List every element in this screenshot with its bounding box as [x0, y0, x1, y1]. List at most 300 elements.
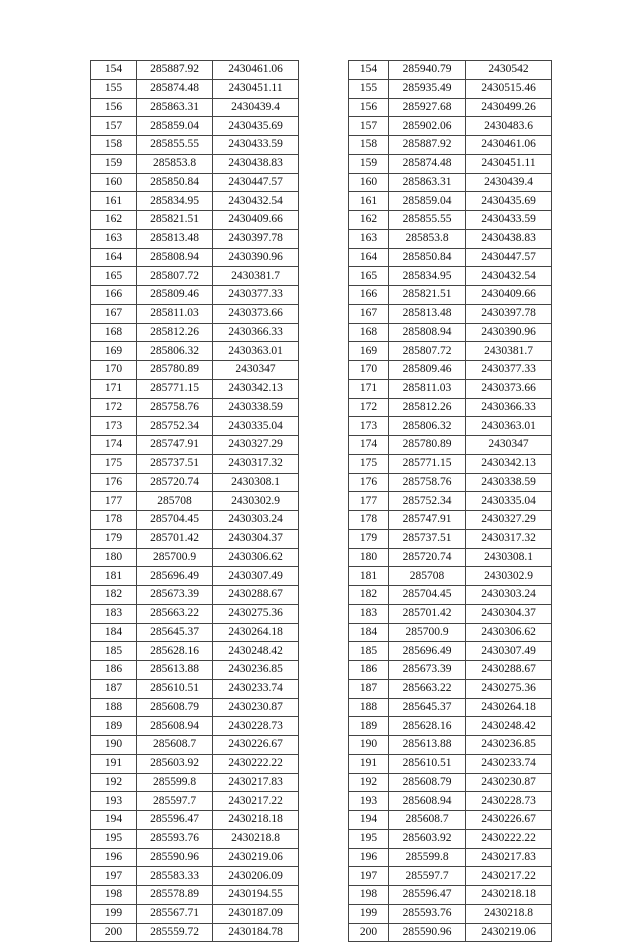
x-coordinate-cell: 285808.94	[137, 248, 213, 267]
y-coordinate-cell: 2430483.6	[466, 117, 552, 136]
y-coordinate-cell: 2430233.74	[466, 754, 552, 773]
table-row	[349, 811, 552, 830]
x-coordinate-cell: 285701.42	[389, 604, 466, 623]
table-row	[349, 492, 552, 511]
point-number-cell: 157	[349, 117, 389, 136]
point-number-cell: 186	[91, 661, 137, 680]
point-number-cell: 183	[91, 604, 137, 623]
x-coordinate-cell: 285874.48	[389, 154, 466, 173]
table-row	[349, 61, 552, 80]
x-coordinate-cell: 285593.76	[389, 904, 466, 923]
point-number-cell: 197	[349, 867, 389, 886]
point-number-cell: 194	[91, 811, 137, 830]
x-coordinate-cell: 285645.37	[137, 623, 213, 642]
table-row	[91, 829, 299, 848]
table-row	[349, 661, 552, 680]
x-coordinate-cell: 285583.33	[137, 867, 213, 886]
table-row	[349, 79, 552, 98]
table-row	[349, 323, 552, 342]
point-number-cell: 185	[349, 642, 389, 661]
x-coordinate-cell: 285590.96	[137, 848, 213, 867]
point-number-cell: 186	[349, 661, 389, 680]
table-row	[91, 98, 299, 117]
point-number-cell: 158	[91, 136, 137, 155]
point-number-cell: 171	[349, 379, 389, 398]
x-coordinate-cell: 285809.46	[389, 361, 466, 380]
y-coordinate-cell: 2430307.49	[466, 642, 552, 661]
x-coordinate-cell: 285758.76	[137, 398, 213, 417]
point-number-cell: 189	[349, 717, 389, 736]
x-coordinate-cell: 285813.48	[389, 304, 466, 323]
y-coordinate-cell: 2430451.11	[213, 79, 299, 98]
x-coordinate-cell: 285610.51	[389, 754, 466, 773]
table-row	[91, 379, 299, 398]
point-number-cell: 155	[349, 79, 389, 98]
x-coordinate-cell: 285597.7	[389, 867, 466, 886]
table-row	[349, 773, 552, 792]
table-row	[349, 586, 552, 605]
x-coordinate-cell: 285752.34	[137, 417, 213, 436]
point-number-cell: 174	[349, 436, 389, 455]
point-number-cell: 179	[91, 529, 137, 548]
y-coordinate-cell: 2430499.26	[466, 98, 552, 117]
x-coordinate-cell: 285559.72	[137, 923, 213, 942]
table-row	[349, 904, 552, 923]
y-coordinate-cell: 2430304.37	[213, 529, 299, 548]
x-coordinate-cell: 285578.89	[137, 886, 213, 905]
y-coordinate-cell: 2430335.04	[213, 417, 299, 436]
x-coordinate-cell: 285608.7	[137, 736, 213, 755]
point-number-cell: 175	[349, 454, 389, 473]
table-row	[91, 848, 299, 867]
x-coordinate-cell: 285704.45	[389, 586, 466, 605]
x-coordinate-cell: 285747.91	[389, 511, 466, 530]
table-row	[349, 229, 552, 248]
table-row	[349, 398, 552, 417]
y-coordinate-cell: 2430439.4	[466, 173, 552, 192]
y-coordinate-cell: 2430248.42	[466, 717, 552, 736]
point-number-cell: 167	[91, 304, 137, 323]
table-row	[349, 211, 552, 230]
x-coordinate-cell: 285834.95	[389, 267, 466, 286]
y-coordinate-cell: 2430451.11	[466, 154, 552, 173]
table-row	[349, 923, 552, 942]
x-coordinate-cell: 285850.84	[389, 248, 466, 267]
x-coordinate-cell: 285807.72	[389, 342, 466, 361]
x-coordinate-cell: 285859.04	[389, 192, 466, 211]
x-coordinate-cell: 285610.51	[137, 679, 213, 698]
y-coordinate-cell: 2430303.24	[466, 586, 552, 605]
table-row	[91, 623, 299, 642]
table-row	[349, 286, 552, 305]
table-row	[91, 604, 299, 623]
point-number-cell: 176	[349, 473, 389, 492]
x-coordinate-cell: 285806.32	[389, 417, 466, 436]
table-row	[349, 529, 552, 548]
point-number-cell: 171	[91, 379, 137, 398]
point-number-cell: 169	[349, 342, 389, 361]
table-row	[349, 192, 552, 211]
table-row	[91, 642, 299, 661]
point-number-cell: 162	[91, 211, 137, 230]
x-coordinate-cell: 285853.8	[137, 154, 213, 173]
point-number-cell: 160	[91, 173, 137, 192]
y-coordinate-cell: 2430335.04	[466, 492, 552, 511]
point-number-cell: 162	[349, 211, 389, 230]
point-number-cell: 177	[91, 492, 137, 511]
x-coordinate-cell: 285608.94	[137, 717, 213, 736]
y-coordinate-cell: 2430447.57	[466, 248, 552, 267]
table-row	[91, 811, 299, 830]
y-coordinate-cell: 2430303.24	[213, 511, 299, 530]
table-row	[349, 679, 552, 698]
x-coordinate-cell: 285608.94	[389, 792, 466, 811]
table-row	[349, 623, 552, 642]
x-coordinate-cell: 285850.84	[137, 173, 213, 192]
point-number-cell: 158	[349, 136, 389, 155]
table-row	[91, 529, 299, 548]
table-row	[349, 473, 552, 492]
table-row	[91, 229, 299, 248]
x-coordinate-cell: 285599.8	[137, 773, 213, 792]
y-coordinate-cell: 2430366.33	[466, 398, 552, 417]
point-number-cell: 164	[91, 248, 137, 267]
point-number-cell: 172	[349, 398, 389, 417]
left-coordinate-table	[90, 60, 299, 942]
point-number-cell: 184	[349, 623, 389, 642]
y-coordinate-cell: 2430338.59	[213, 398, 299, 417]
y-coordinate-cell: 2430433.59	[466, 211, 552, 230]
point-number-cell: 157	[91, 117, 137, 136]
y-coordinate-cell: 2430366.33	[213, 323, 299, 342]
point-number-cell: 180	[349, 548, 389, 567]
y-coordinate-cell: 2430342.13	[213, 379, 299, 398]
y-coordinate-cell: 2430515.46	[466, 79, 552, 98]
y-coordinate-cell: 2430317.32	[213, 454, 299, 473]
table-row	[91, 117, 299, 136]
x-coordinate-cell: 285700.9	[389, 623, 466, 642]
y-coordinate-cell: 2430222.22	[466, 829, 552, 848]
x-coordinate-cell: 285613.88	[137, 661, 213, 680]
point-number-cell: 196	[349, 848, 389, 867]
table-row	[91, 436, 299, 455]
x-coordinate-cell: 285752.34	[389, 492, 466, 511]
point-number-cell: 200	[349, 923, 389, 942]
table-row	[91, 211, 299, 230]
point-number-cell: 161	[349, 192, 389, 211]
x-coordinate-cell: 285811.03	[389, 379, 466, 398]
y-coordinate-cell: 2430264.18	[466, 698, 552, 717]
point-number-cell: 192	[349, 773, 389, 792]
x-coordinate-cell: 285596.47	[389, 886, 466, 905]
x-coordinate-cell: 285720.74	[137, 473, 213, 492]
table-row	[91, 867, 299, 886]
point-number-cell: 168	[349, 323, 389, 342]
table-row	[349, 436, 552, 455]
table-row	[349, 886, 552, 905]
y-coordinate-cell: 2430219.06	[213, 848, 299, 867]
x-coordinate-cell: 285613.88	[389, 736, 466, 755]
y-coordinate-cell: 2430222.22	[213, 754, 299, 773]
x-coordinate-cell: 285874.48	[137, 79, 213, 98]
table-row	[349, 754, 552, 773]
y-coordinate-cell: 2430461.06	[213, 61, 299, 80]
point-number-cell: 199	[349, 904, 389, 923]
point-number-cell: 191	[349, 754, 389, 773]
y-coordinate-cell: 2430217.83	[466, 848, 552, 867]
table-row	[349, 117, 552, 136]
y-coordinate-cell: 2430347	[213, 361, 299, 380]
point-number-cell: 178	[91, 511, 137, 530]
point-number-cell: 156	[91, 98, 137, 117]
x-coordinate-cell: 285663.22	[137, 604, 213, 623]
x-coordinate-cell: 285811.03	[137, 304, 213, 323]
y-coordinate-cell: 2430230.87	[213, 698, 299, 717]
table-row	[349, 698, 552, 717]
point-number-cell: 185	[91, 642, 137, 661]
y-coordinate-cell: 2430306.62	[213, 548, 299, 567]
table-row	[91, 473, 299, 492]
y-coordinate-cell: 2430438.83	[466, 229, 552, 248]
x-coordinate-cell: 285812.26	[137, 323, 213, 342]
x-coordinate-cell: 285596.47	[137, 811, 213, 830]
point-number-cell: 195	[91, 829, 137, 848]
table-row	[349, 736, 552, 755]
table-row	[91, 454, 299, 473]
point-number-cell: 172	[91, 398, 137, 417]
y-coordinate-cell: 2430397.78	[213, 229, 299, 248]
x-coordinate-cell: 285935.49	[389, 79, 466, 98]
table-row	[349, 848, 552, 867]
point-number-cell: 188	[91, 698, 137, 717]
x-coordinate-cell: 285806.32	[137, 342, 213, 361]
table-row	[349, 248, 552, 267]
point-number-cell: 175	[91, 454, 137, 473]
y-coordinate-cell: 2430264.18	[213, 623, 299, 642]
x-coordinate-cell: 285597.7	[137, 792, 213, 811]
point-number-cell: 199	[91, 904, 137, 923]
point-number-cell: 170	[349, 361, 389, 380]
y-coordinate-cell: 2430439.4	[213, 98, 299, 117]
x-coordinate-cell: 285696.49	[389, 642, 466, 661]
table-row	[91, 361, 299, 380]
y-coordinate-cell: 2430373.66	[466, 379, 552, 398]
point-number-cell: 196	[91, 848, 137, 867]
y-coordinate-cell: 2430275.36	[466, 679, 552, 698]
table-row	[91, 192, 299, 211]
y-coordinate-cell: 2430438.83	[213, 154, 299, 173]
point-number-cell: 165	[349, 267, 389, 286]
x-coordinate-cell: 285603.92	[389, 829, 466, 848]
y-coordinate-cell: 2430390.96	[213, 248, 299, 267]
x-coordinate-cell: 285599.8	[389, 848, 466, 867]
table-row	[91, 717, 299, 736]
point-number-cell: 194	[349, 811, 389, 830]
y-coordinate-cell: 2430307.49	[213, 567, 299, 586]
x-coordinate-cell: 285902.06	[389, 117, 466, 136]
table-row	[91, 417, 299, 436]
y-coordinate-cell: 2430304.37	[466, 604, 552, 623]
x-coordinate-cell: 285809.46	[137, 286, 213, 305]
y-coordinate-cell: 2430233.74	[213, 679, 299, 698]
table-row	[91, 304, 299, 323]
table-row	[91, 754, 299, 773]
x-coordinate-cell: 285821.51	[389, 286, 466, 305]
y-coordinate-cell: 2430228.73	[466, 792, 552, 811]
y-coordinate-cell: 2430377.33	[213, 286, 299, 305]
x-coordinate-cell: 285855.55	[137, 136, 213, 155]
table-row	[91, 492, 299, 511]
table-row	[91, 904, 299, 923]
table-row	[91, 548, 299, 567]
y-coordinate-cell: 2430184.78	[213, 923, 299, 942]
table-row	[91, 267, 299, 286]
y-coordinate-cell: 2430302.9	[466, 567, 552, 586]
point-number-cell: 198	[91, 886, 137, 905]
y-coordinate-cell: 2430381.7	[213, 267, 299, 286]
table-row	[91, 136, 299, 155]
table-row	[91, 342, 299, 361]
table-row	[91, 173, 299, 192]
y-coordinate-cell: 2430432.54	[466, 267, 552, 286]
y-coordinate-cell: 2430230.87	[466, 773, 552, 792]
point-number-cell: 195	[349, 829, 389, 848]
table-row	[349, 136, 552, 155]
table-row	[349, 548, 552, 567]
y-coordinate-cell: 2430397.78	[466, 304, 552, 323]
point-number-cell: 159	[91, 154, 137, 173]
y-coordinate-cell: 2430218.8	[213, 829, 299, 848]
x-coordinate-cell: 285663.22	[389, 679, 466, 698]
table-row	[349, 173, 552, 192]
point-number-cell: 160	[349, 173, 389, 192]
y-coordinate-cell: 2430433.59	[213, 136, 299, 155]
table-row	[349, 604, 552, 623]
x-coordinate-cell: 285808.94	[389, 323, 466, 342]
point-number-cell: 155	[91, 79, 137, 98]
x-coordinate-cell: 285813.48	[137, 229, 213, 248]
left-table-body	[91, 61, 299, 942]
point-number-cell: 193	[349, 792, 389, 811]
x-coordinate-cell: 285700.9	[137, 548, 213, 567]
y-coordinate-cell: 2430218.8	[466, 904, 552, 923]
y-coordinate-cell: 2430308.1	[213, 473, 299, 492]
x-coordinate-cell: 285863.31	[137, 98, 213, 117]
right-table-body	[349, 61, 552, 942]
y-coordinate-cell: 2430217.22	[213, 792, 299, 811]
x-coordinate-cell: 285855.55	[389, 211, 466, 230]
y-coordinate-cell: 2430390.96	[466, 323, 552, 342]
point-number-cell: 187	[91, 679, 137, 698]
x-coordinate-cell: 285628.16	[137, 642, 213, 661]
table-row	[349, 342, 552, 361]
x-coordinate-cell: 285821.51	[137, 211, 213, 230]
y-coordinate-cell: 2430308.1	[466, 548, 552, 567]
point-number-cell: 169	[91, 342, 137, 361]
table-row	[91, 61, 299, 80]
table-row	[349, 361, 552, 380]
table-row	[349, 267, 552, 286]
x-coordinate-cell: 285807.72	[137, 267, 213, 286]
x-coordinate-cell: 285708	[389, 567, 466, 586]
table-row	[349, 829, 552, 848]
point-number-cell: 182	[349, 586, 389, 605]
table-row	[91, 773, 299, 792]
table-row	[349, 98, 552, 117]
table-row	[349, 642, 552, 661]
table-row	[91, 679, 299, 698]
y-coordinate-cell: 2430219.06	[466, 923, 552, 942]
table-row	[349, 454, 552, 473]
point-number-cell: 179	[349, 529, 389, 548]
point-number-cell: 173	[91, 417, 137, 436]
y-coordinate-cell: 2430377.33	[466, 361, 552, 380]
point-number-cell: 188	[349, 698, 389, 717]
y-coordinate-cell: 2430288.67	[466, 661, 552, 680]
x-coordinate-cell: 285608.79	[389, 773, 466, 792]
x-coordinate-cell: 285567.71	[137, 904, 213, 923]
table-row	[349, 792, 552, 811]
y-coordinate-cell: 2430373.66	[213, 304, 299, 323]
x-coordinate-cell: 285887.92	[137, 61, 213, 80]
point-number-cell: 161	[91, 192, 137, 211]
y-coordinate-cell: 2430327.29	[213, 436, 299, 455]
table-row	[91, 567, 299, 586]
point-number-cell: 166	[91, 286, 137, 305]
point-number-cell: 191	[91, 754, 137, 773]
x-coordinate-cell: 285645.37	[389, 698, 466, 717]
table-row	[349, 154, 552, 173]
x-coordinate-cell: 285863.31	[389, 173, 466, 192]
point-number-cell: 165	[91, 267, 137, 286]
table-row	[91, 923, 299, 942]
point-number-cell: 192	[91, 773, 137, 792]
table-row	[349, 511, 552, 530]
y-coordinate-cell: 2430409.66	[466, 286, 552, 305]
y-coordinate-cell: 2430187.09	[213, 904, 299, 923]
x-coordinate-cell: 285927.68	[389, 98, 466, 117]
x-coordinate-cell: 285940.79	[389, 61, 466, 80]
point-number-cell: 178	[349, 511, 389, 530]
x-coordinate-cell: 285673.39	[389, 661, 466, 680]
table-row	[91, 586, 299, 605]
point-number-cell: 182	[91, 586, 137, 605]
y-coordinate-cell: 2430226.67	[213, 736, 299, 755]
y-coordinate-cell: 2430194.55	[213, 886, 299, 905]
point-number-cell: 198	[349, 886, 389, 905]
x-coordinate-cell: 285628.16	[389, 717, 466, 736]
y-coordinate-cell: 2430435.69	[466, 192, 552, 211]
y-coordinate-cell: 2430226.67	[466, 811, 552, 830]
table-row	[349, 304, 552, 323]
point-number-cell: 190	[349, 736, 389, 755]
table-row	[91, 698, 299, 717]
table-row	[349, 867, 552, 886]
table-row	[91, 154, 299, 173]
y-coordinate-cell: 2430217.83	[213, 773, 299, 792]
x-coordinate-cell: 285720.74	[389, 548, 466, 567]
point-number-cell: 168	[91, 323, 137, 342]
y-coordinate-cell: 2430248.42	[213, 642, 299, 661]
y-coordinate-cell: 2430409.66	[213, 211, 299, 230]
table-row	[91, 792, 299, 811]
table-row	[349, 567, 552, 586]
y-coordinate-cell: 2430217.22	[466, 867, 552, 886]
x-coordinate-cell: 285704.45	[137, 511, 213, 530]
y-coordinate-cell: 2430218.18	[213, 811, 299, 830]
table-row	[91, 886, 299, 905]
y-coordinate-cell: 2430338.59	[466, 473, 552, 492]
